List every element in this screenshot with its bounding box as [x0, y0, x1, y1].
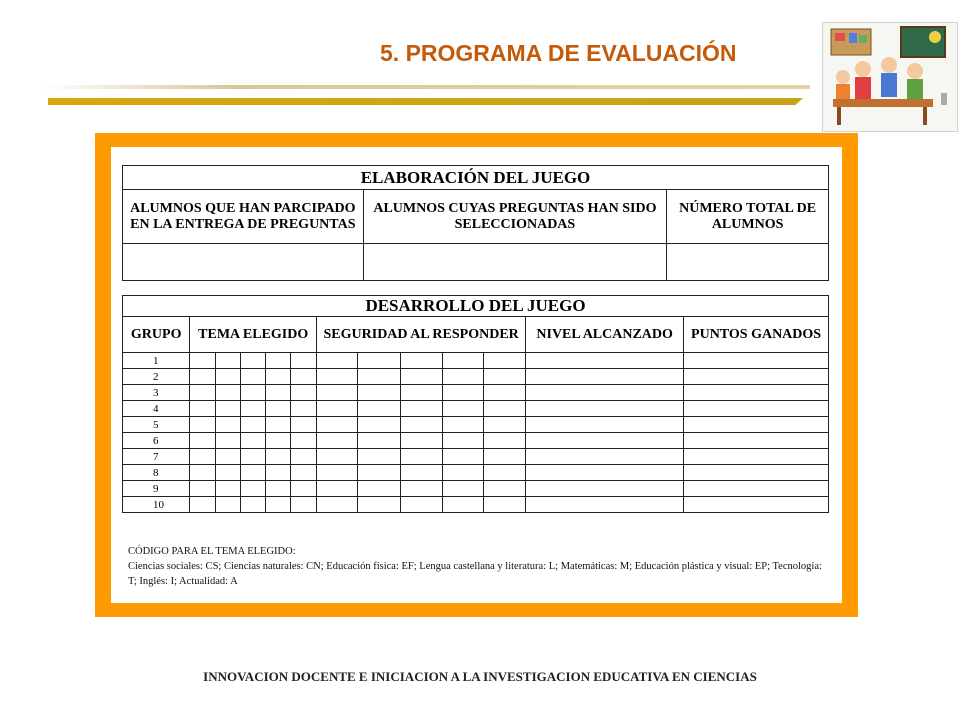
- table-cell[interactable]: [400, 401, 442, 417]
- table-cell[interactable]: [240, 449, 265, 465]
- table-cell[interactable]: [400, 497, 442, 513]
- legend-text: Ciencias sociales: CS; Ciencias naturales: CN; Educación física: EF; Lengua castellana y literatura: L; Matemáticas: M; Educación plástica y visual: EP; Tecnología: T; Inglés: I; Actualidad: A: [128, 561, 822, 587]
- table-cell[interactable]: [684, 481, 829, 497]
- table-cell[interactable]: [526, 385, 684, 401]
- table-row: [123, 417, 829, 433]
- table-cell[interactable]: [483, 417, 525, 433]
- table-cell[interactable]: [215, 369, 240, 385]
- table-cell[interactable]: [358, 369, 400, 385]
- table-cell[interactable]: [684, 385, 829, 401]
- table-cell[interactable]: [215, 433, 240, 449]
- table-cell[interactable]: [190, 433, 215, 449]
- table-cell[interactable]: [526, 369, 684, 385]
- legend-heading: CÓDIGO PARA EL TEMA ELEGIDO:: [128, 546, 296, 557]
- table-cell[interactable]: [526, 353, 684, 369]
- table-cell[interactable]: [317, 369, 358, 385]
- table-cell[interactable]: [265, 417, 290, 433]
- table-cell[interactable]: [400, 353, 442, 369]
- table-row: [123, 385, 829, 401]
- table-cell[interactable]: [526, 449, 684, 465]
- table-cell[interactable]: [215, 417, 240, 433]
- group-number: 10: [123, 497, 190, 513]
- table-cell[interactable]: [442, 449, 483, 465]
- table-cell[interactable]: [290, 433, 316, 449]
- table-cell[interactable]: [358, 481, 400, 497]
- game-creation-table: [122, 165, 829, 281]
- header-level: NIVEL ALCANZADO: [526, 317, 684, 353]
- table-cell[interactable]: [190, 465, 215, 481]
- table-cell[interactable]: [240, 465, 265, 481]
- table-cell[interactable]: [526, 401, 684, 417]
- table-cell[interactable]: [442, 497, 483, 513]
- game-development-table: [122, 295, 829, 513]
- cell-total-students[interactable]: [667, 244, 829, 281]
- table-row: [123, 497, 829, 513]
- group-number: 4: [123, 401, 190, 417]
- header-points: PUNTOS GANADOS: [684, 317, 829, 353]
- header-topic: TEMA ELEGIDO: [190, 317, 317, 353]
- table-cell[interactable]: [358, 401, 400, 417]
- table-cell[interactable]: [684, 353, 829, 369]
- classroom-illustration-icon: [822, 22, 958, 132]
- table-cell[interactable]: [317, 385, 358, 401]
- table-cell[interactable]: [265, 465, 290, 481]
- table-cell[interactable]: [290, 497, 316, 513]
- header-students-selected: ALUMNOS CUYAS PREGUNTAS HAN SIDO SELECCIONADAS: [363, 190, 667, 244]
- group-number: 5: [123, 417, 190, 433]
- table-cell[interactable]: [483, 353, 525, 369]
- cell-students-selected[interactable]: [363, 244, 667, 281]
- table-cell[interactable]: [442, 369, 483, 385]
- group-number: 3: [123, 385, 190, 401]
- table-cell[interactable]: [240, 417, 265, 433]
- table-cell[interactable]: [240, 433, 265, 449]
- evaluation-form-frame: [95, 133, 858, 617]
- table-cell[interactable]: [290, 353, 316, 369]
- table-cell[interactable]: [317, 417, 358, 433]
- header-confidence: SEGURIDAD AL RESPONDER: [317, 317, 526, 353]
- table-cell[interactable]: [317, 433, 358, 449]
- table-cell[interactable]: [358, 353, 400, 369]
- table-cell[interactable]: [215, 353, 240, 369]
- table-cell[interactable]: [526, 433, 684, 449]
- table-cell[interactable]: [215, 465, 240, 481]
- table-cell[interactable]: [400, 465, 442, 481]
- table-cell[interactable]: [483, 401, 525, 417]
- table-cell[interactable]: [400, 385, 442, 401]
- table-cell[interactable]: [240, 481, 265, 497]
- table-cell[interactable]: [215, 401, 240, 417]
- table-row: [123, 369, 829, 385]
- table-cell[interactable]: [400, 417, 442, 433]
- group-number: 7: [123, 449, 190, 465]
- table-cell[interactable]: [358, 449, 400, 465]
- table-cell[interactable]: [190, 385, 215, 401]
- table-cell[interactable]: [483, 385, 525, 401]
- table-cell[interactable]: [358, 417, 400, 433]
- table-cell[interactable]: [290, 465, 316, 481]
- table-cell[interactable]: [526, 417, 684, 433]
- table-cell[interactable]: [684, 417, 829, 433]
- table-cell[interactable]: [483, 481, 525, 497]
- table-cell[interactable]: [265, 401, 290, 417]
- table-cell[interactable]: [400, 369, 442, 385]
- table-cell[interactable]: [526, 465, 684, 481]
- table-cell[interactable]: [483, 465, 525, 481]
- table-cell[interactable]: [240, 385, 265, 401]
- table-cell[interactable]: [358, 433, 400, 449]
- table-cell[interactable]: [483, 449, 525, 465]
- table-cell[interactable]: [290, 385, 316, 401]
- table-cell[interactable]: [317, 481, 358, 497]
- cell-students-submitted[interactable]: [123, 244, 364, 281]
- table-cell[interactable]: [442, 417, 483, 433]
- table-cell[interactable]: [442, 481, 483, 497]
- table-cell[interactable]: [442, 465, 483, 481]
- footer-text: INNOVACION DOCENTE E INICIACION A LA INVESTIGACION EDUCATIVA EN CIENCIAS: [203, 669, 757, 684]
- table-cell[interactable]: [265, 449, 290, 465]
- game-creation-title: ELABORACIÓN DEL JUEGO: [123, 166, 829, 190]
- table-cell[interactable]: [265, 481, 290, 497]
- table-cell[interactable]: [190, 497, 215, 513]
- table-row: [123, 353, 829, 369]
- table-cell[interactable]: [240, 497, 265, 513]
- table-cell[interactable]: [483, 433, 525, 449]
- group-number: 8: [123, 465, 190, 481]
- table-cell[interactable]: [290, 401, 316, 417]
- table-row: [123, 481, 829, 497]
- table-cell[interactable]: [265, 353, 290, 369]
- table-cell[interactable]: [483, 369, 525, 385]
- table-cell[interactable]: [215, 385, 240, 401]
- table-cell[interactable]: [317, 353, 358, 369]
- header-group: GRUPO: [123, 317, 190, 353]
- evaluation-sheet: [111, 147, 842, 603]
- table-cell[interactable]: [442, 353, 483, 369]
- table-cell[interactable]: [317, 465, 358, 481]
- table-cell[interactable]: [290, 449, 316, 465]
- table-cell[interactable]: [684, 401, 829, 417]
- table-cell[interactable]: [240, 401, 265, 417]
- table-cell[interactable]: [684, 465, 829, 481]
- header-rule-thin: [40, 85, 810, 89]
- slide-title: 5. PROGRAMA DE EVALUACIÓN: [380, 40, 737, 66]
- group-number: 2: [123, 369, 190, 385]
- table-cell[interactable]: [400, 433, 442, 449]
- table-row: [123, 401, 829, 417]
- table-cell[interactable]: [442, 385, 483, 401]
- table-cell[interactable]: [317, 401, 358, 417]
- table-cell[interactable]: [190, 401, 215, 417]
- table-cell[interactable]: [684, 497, 829, 513]
- topic-code-legend: [128, 544, 828, 589]
- table-row: [123, 449, 829, 465]
- table-cell[interactable]: [358, 385, 400, 401]
- table-cell[interactable]: [215, 481, 240, 497]
- table-cell[interactable]: [190, 481, 215, 497]
- table-cell[interactable]: [400, 449, 442, 465]
- table-cell[interactable]: [317, 497, 358, 513]
- table-cell[interactable]: [526, 481, 684, 497]
- table-cell[interactable]: [190, 417, 215, 433]
- group-number: 1: [123, 353, 190, 369]
- game-development-title: DESARROLLO DEL JUEGO: [123, 296, 829, 317]
- table-cell[interactable]: [290, 369, 316, 385]
- table-cell[interactable]: [215, 497, 240, 513]
- header-rule-thick: [48, 98, 803, 105]
- table-cell[interactable]: [442, 401, 483, 417]
- group-number: 9: [123, 481, 190, 497]
- table-cell[interactable]: [290, 481, 316, 497]
- table-cell[interactable]: [190, 353, 215, 369]
- table-cell[interactable]: [190, 369, 215, 385]
- table-cell[interactable]: [358, 497, 400, 513]
- table-cell[interactable]: [265, 369, 290, 385]
- table-cell[interactable]: [684, 449, 829, 465]
- table-cell[interactable]: [358, 465, 400, 481]
- table-cell[interactable]: [265, 497, 290, 513]
- table-cell[interactable]: [400, 481, 442, 497]
- header-total-students: NÚMERO TOTAL DE ALUMNOS: [667, 190, 829, 244]
- header-students-submitted: ALUMNOS QUE HAN PARCIPADO EN LA ENTREGA DE PREGUNTAS: [123, 190, 364, 244]
- group-number: 6: [123, 433, 190, 449]
- table-cell[interactable]: [215, 449, 240, 465]
- table-cell[interactable]: [526, 497, 684, 513]
- table-cell[interactable]: [190, 449, 215, 465]
- table-row: [123, 465, 829, 481]
- table-cell[interactable]: [265, 433, 290, 449]
- table-row: [123, 433, 829, 449]
- table-cell[interactable]: [684, 433, 829, 449]
- table-cell[interactable]: [317, 449, 358, 465]
- table-cell[interactable]: [684, 369, 829, 385]
- table-cell[interactable]: [240, 353, 265, 369]
- table-cell[interactable]: [442, 433, 483, 449]
- table-cell[interactable]: [483, 497, 525, 513]
- table-cell[interactable]: [265, 385, 290, 401]
- table-cell[interactable]: [240, 369, 265, 385]
- table-cell[interactable]: [290, 417, 316, 433]
